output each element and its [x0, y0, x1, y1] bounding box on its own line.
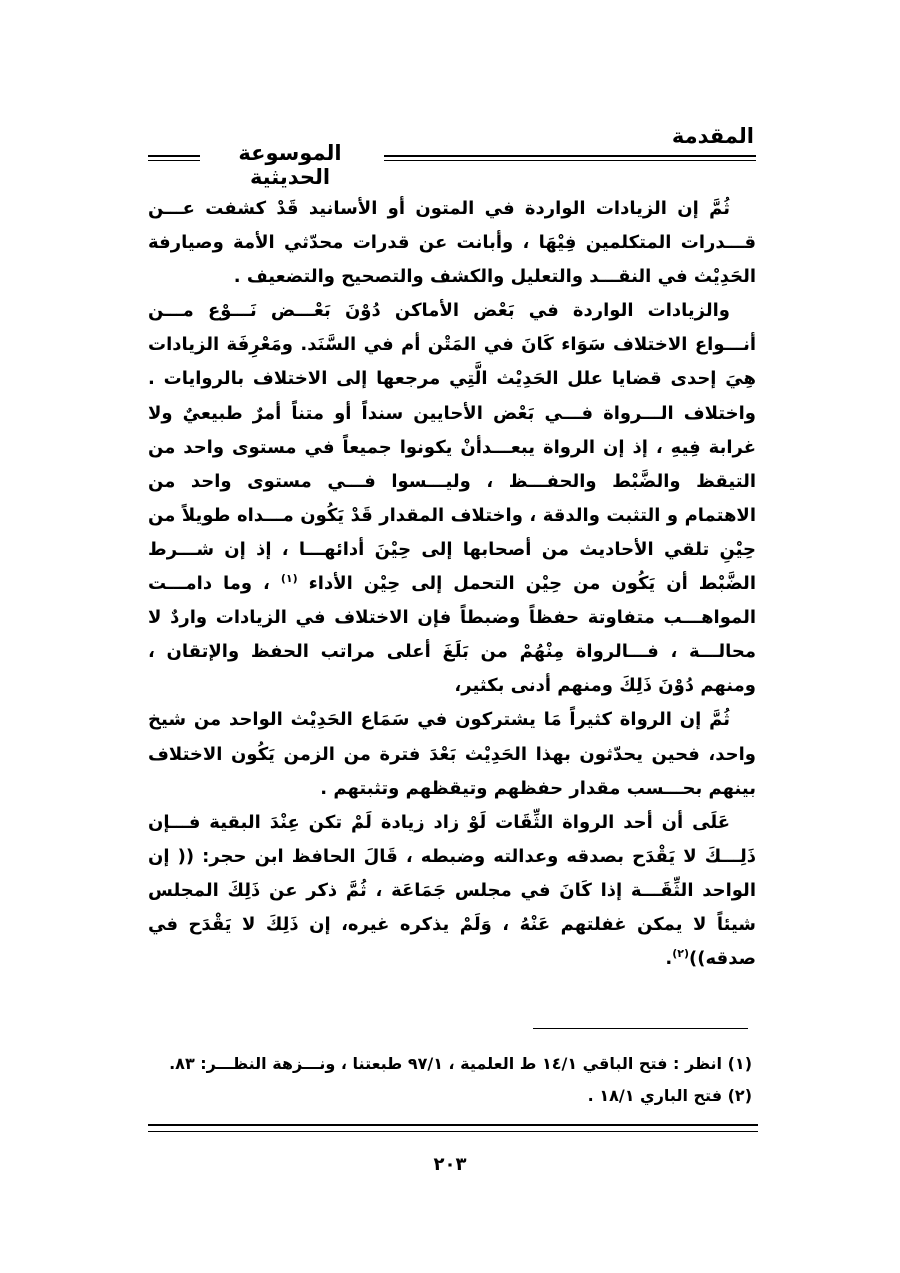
- footnote: (١) انظر : فتح الباقي ١٤/١ ط العلمية ، ٩٧/١ طبعتنا ، ونـــزهة النظـــر: ٨٣.: [169, 1054, 752, 1073]
- paragraph: [148, 806, 756, 976]
- paragraph-text: عَلَى أن أحد الرواة الثِّقَات لَوْ زاد زيادة لَمْ تكن عِنْدَ البقية فـــإن ذَلِـــكَ لا يَقْدَح بصدقه وعدالته وضبطه ، قَالَ الحافظ ابن حجر: (( إن الواحد الثِّقَـــة إذا كَانَ في مجلس جَمَاعَة ، ثُمَّ ذكر عن ذَلِكَ المجلس شيئاً لا يمكن غفلتهم عَنْهُ ، وَلَمْ يذكره غيره، إن ذَلِكَ لا يَقْدَح في صدقه)): [148, 811, 756, 970]
- paragraph: [148, 294, 756, 703]
- header-book-title: الموسوعة الحديثية: [238, 141, 342, 189]
- paragraph-text: ، وما دامـــت المواهـــب متفاوتة حفظاً وضبطاً فإن الاختلاف في الزيادات واردٌ لا محالـــة ، فـــالرواة مِنْهُمْ من بَلَغَ أعلى مراتب الحفظ والإتقان ، ومنهم دُوْنَ ذَلِكَ ومنهم أدنى بكثير،: [148, 573, 756, 697]
- paragraph: ثُمَّ إن الرواة كثيراً مَا يشتركون في سَمَاع الحَدِيْث الواحد من شيخ واحد، فحين يحدّثون بهذا الحَدِيْث بَعْدَ فترة من الزمن يَكُون الاختلاف بينهم بحـــسب مقدار حفظهم وتيقظهم وتثبتهم .: [148, 709, 756, 799]
- footnote-ref: (٢): [672, 947, 690, 961]
- header-rule-right-bottom: [384, 160, 756, 161]
- footnote-ref: (١): [280, 572, 298, 586]
- paragraph-end: .: [665, 948, 673, 970]
- header-rule-right-top: [384, 155, 756, 157]
- header-rule-left-top: [148, 155, 200, 157]
- footnote: (٢) فتح الباري ١٨/١ .: [587, 1086, 752, 1105]
- footnotes: [148, 1048, 752, 1112]
- paragraph-text: والزيادات الواردة في بَعْض الأماكن دُوْنَ بَعْـــض نَـــوْع مـــن أنـــواع الاختلاف سَوَاء كَانَ في المَتْن أم في السَّنَد. ومَعْرِفَة الزيادات هِيَ إحدى قضايا علل الحَدِيْث الَّتِي مرجعها إلى الاختلاف بالروايات . واختلاف الـــرواة فـــي بَعْض الأحايين سنداً أو متناً أمرٌ طبيعيٌ ولا غرابة فِيهِ ، إذ إن الرواة يبعـــدأنْ يكونوا جميعاً في مستوى واحد من التيقظ والضَّبْط والحفـــظ ، وليـــسوا فـــي مستوى واحد من الاهتمام و التثبت والدقة ، واختلاف المقدار قَدْ يَكُون مـــداه طويلاً من حِيْنِ تلقي الأحاديث من أصحابها إلى حِيْنَ أدائهـــا ، إذ إن شـــرط الضَّبْط أن يَكُون من حِيْن التحمل إلى حِيْن الأداء: [148, 300, 756, 595]
- header-rule-left-bottom: [148, 160, 200, 161]
- page-number: ٢٠٣: [433, 1154, 467, 1175]
- bottom-rule-bottom: [148, 1131, 758, 1132]
- body-text: [148, 192, 756, 976]
- header-chapter-title: المقدمة: [671, 124, 754, 148]
- bottom-rule-top: [148, 1124, 758, 1126]
- paragraph: ثُمَّ إن الزيادات الواردة في المتون أو الأسانيد قَدْ كشفت عـــن قـــدرات المتكلمين فِيْهَا ، وأبانت عن قدرات محدّثي الأمة وصيارفة الحَدِيْث في النقـــد والتعليل والكشف والتصحيح والتضعيف .: [148, 198, 756, 288]
- footnote-separator: [533, 1028, 748, 1029]
